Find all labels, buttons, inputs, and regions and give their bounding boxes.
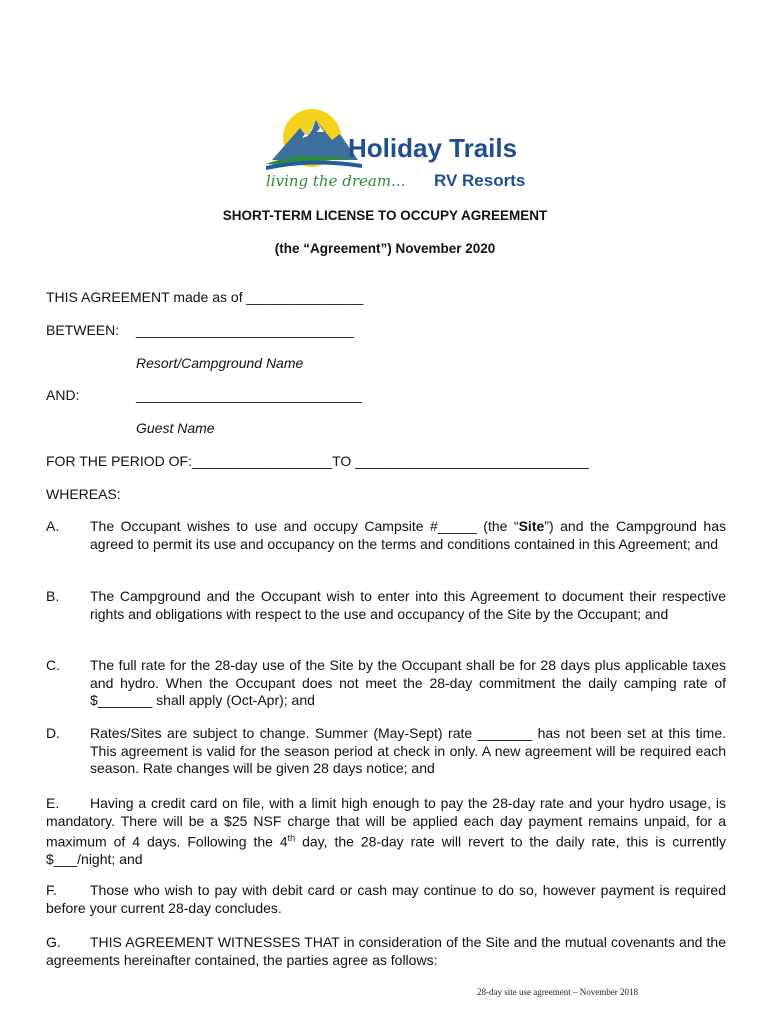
clause-c-letter: C.	[46, 657, 60, 673]
between-label: BETWEEN:	[46, 322, 120, 338]
period-line: FOR THE PERIOD OF:__________________TO ______________________________	[46, 453, 589, 469]
clause-e-letter: E.	[46, 795, 60, 811]
clause-e-sup: th	[287, 833, 296, 843]
clause-b	[46, 588, 726, 623]
clause-f-letter: F.	[46, 882, 57, 898]
clause-b-text: The Campground and the Occupant wish to enter into this Agreement to document their respective rights and obligations with respect to the use and occupancy of the Site by the Occupant; and	[90, 588, 726, 622]
clause-c	[46, 657, 726, 710]
made-as-of-line: THIS AGREEMENT made as of _______________	[46, 289, 364, 305]
clause-a	[46, 518, 726, 553]
resort-name-label: Resort/Campground Name	[136, 355, 304, 371]
logo-graphic	[262, 108, 526, 193]
clause-e-text-post: day, the 28-day rate will revert to the daily rate, this is currently $___/night; and	[46, 833, 726, 868]
clause-f	[46, 882, 726, 917]
whereas-heading: WHEREAS:	[46, 486, 121, 502]
logo-brand: Holiday Trails	[348, 133, 518, 163]
clause-a-text-post: ”) and the Campground has agreed to permit its use and occupancy on the terms and conditions contained in this Agreement; and	[90, 518, 726, 552]
and-label: AND:	[46, 387, 80, 403]
holiday-trails-logo	[262, 108, 526, 193]
clause-a-letter: A.	[46, 518, 60, 534]
clause-g-letter: G.	[46, 934, 61, 950]
document-title: SHORT-TERM LICENSE TO OCCUPY AGREEMENT	[222, 208, 548, 223]
clause-d	[46, 725, 726, 778]
clause-a-site-term: Site	[518, 518, 545, 534]
clause-g	[46, 934, 726, 969]
and-blank: _____________________________	[136, 387, 362, 403]
logo-tagline: living the dream...	[266, 172, 406, 190]
clause-d-text: Rates/Sites are subject to change. Summer (May-Sept) rate _______ has not been set at this time. This agreement is valid for the season period at check in only. A new agreement will be required each season. Rate changes will be given 28 days notice; and	[90, 725, 726, 776]
clause-g-text: THIS AGREEMENT WITNESSES THAT in consideration of the Site and the mutual covenants and the agreements hereinafter contained, the parties agree as follows:	[46, 934, 726, 968]
document-subtitle: (the “Agreement”) November 2020	[274, 241, 496, 256]
clause-a-text	[90, 518, 726, 553]
clause-c-text: The full rate for the 28-day use of the Site by the Occupant shall be for 28 days plus applicable taxes and hydro. When the Occupant does not meet the 28-day commitment the daily camping rate of $_______ shall apply (Oct-Apr); and	[90, 657, 726, 708]
clause-e-text-pre: Having a credit card on file, with a limit high enough to pay the 28-day rate and your hydro usage, is mandatory. There will be a $25 NSF charge that will be applied each day payment remains unpaid, for a maximum of 4 days. Following the 4	[46, 795, 726, 850]
clause-a-text-pre: The Occupant wishes to use and occupy Campsite #_____ (the “	[90, 518, 519, 534]
clause-f-text: Those who wish to pay with debit card or cash may continue to do so, however payment is required before your current 28-day concludes.	[46, 882, 726, 916]
page-footer: 28-day site use agreement – November 2018	[477, 987, 638, 997]
clause-d-letter: D.	[46, 725, 60, 741]
logo-sub: RV Resorts	[434, 171, 526, 190]
clause-b-letter: B.	[46, 588, 60, 604]
clause-e	[46, 795, 726, 869]
guest-name-label: Guest Name	[136, 420, 215, 436]
between-blank: ____________________________	[136, 322, 355, 338]
